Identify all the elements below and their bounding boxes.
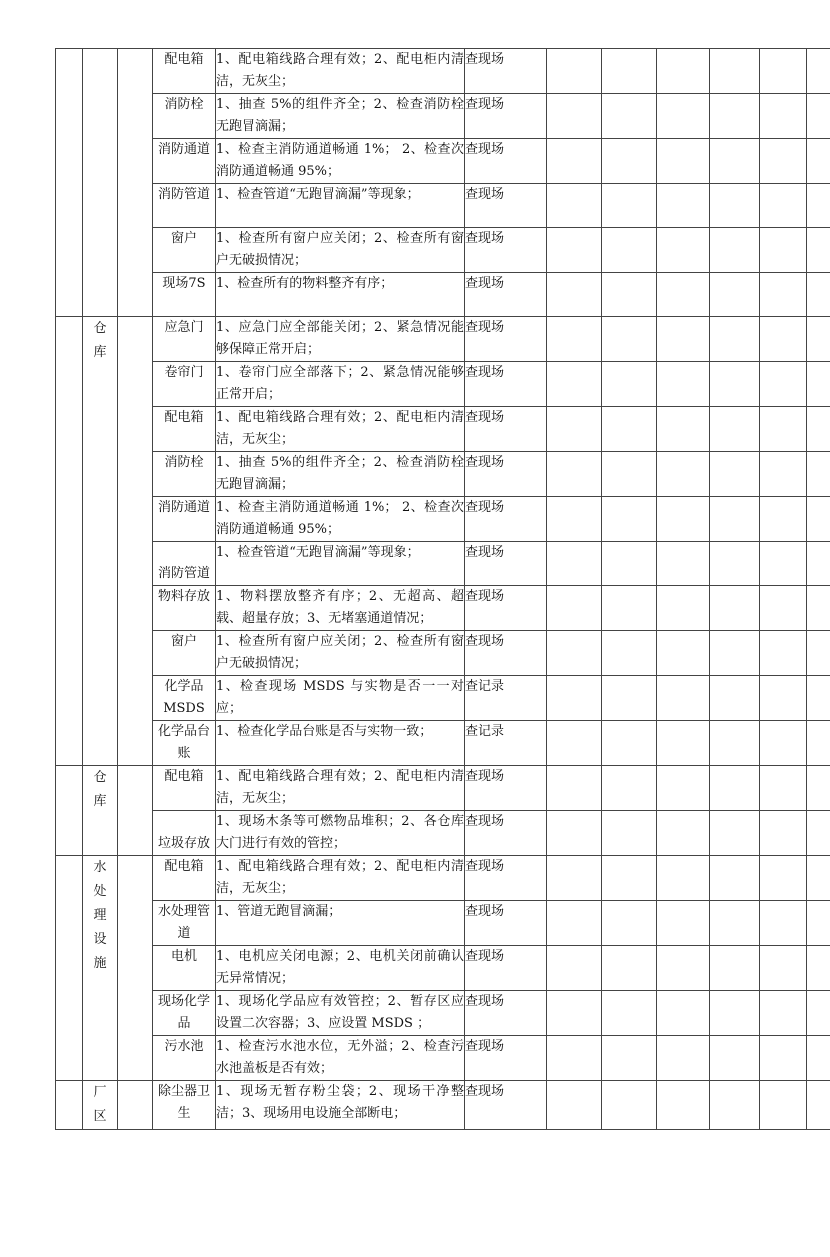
result-cell[interactable] — [760, 1036, 807, 1081]
method-cell: 查现场 — [465, 362, 547, 407]
result-cell[interactable] — [657, 542, 710, 586]
item-cell: 消防栓 — [153, 94, 216, 139]
result-cell[interactable] — [547, 139, 602, 184]
result-cell[interactable] — [710, 49, 760, 94]
item-cell: 消防管道 — [153, 542, 216, 586]
item-cell: 应急门 — [153, 317, 216, 362]
area-cell — [83, 317, 118, 766]
result-cell[interactable] — [760, 452, 807, 497]
area-label: 仓库 — [93, 766, 107, 814]
result-cell[interactable] — [807, 856, 830, 901]
result-cell[interactable] — [760, 946, 807, 991]
result-cell[interactable] — [807, 407, 830, 452]
result-cell[interactable] — [710, 362, 760, 407]
item-cell: 污水池 — [153, 1036, 216, 1081]
item-cell: 配电箱 — [153, 407, 216, 452]
content-cell: 1、应急门应全部能关闭；2、紧急情况能够保障正常开启； — [216, 317, 465, 362]
result-cell[interactable] — [760, 1081, 807, 1130]
result-cell[interactable] — [547, 766, 602, 811]
result-cell[interactable] — [657, 273, 710, 317]
method-cell: 查现场 — [465, 184, 547, 228]
result-cell[interactable] — [602, 811, 657, 856]
result-cell[interactable] — [760, 542, 807, 586]
result-cell[interactable] — [760, 586, 807, 631]
result-cell[interactable] — [602, 94, 657, 139]
result-cell[interactable] — [657, 49, 710, 94]
result-cell[interactable] — [710, 721, 760, 766]
item-cell: 水处理管道 — [153, 901, 216, 946]
content-cell: 1、检查管道“无跑冒滴漏”等现象； — [216, 542, 465, 586]
sub-area-cell — [118, 317, 153, 766]
result-cell[interactable] — [547, 452, 602, 497]
result-cell[interactable] — [657, 184, 710, 228]
sub-area-cell — [118, 766, 153, 856]
result-cell[interactable] — [602, 721, 657, 766]
item-cell: 化学品台账 — [153, 721, 216, 766]
table-row — [56, 184, 830, 228]
result-cell[interactable] — [807, 811, 830, 856]
result-cell[interactable] — [547, 586, 602, 631]
method-cell: 查现场 — [465, 991, 547, 1036]
item-cell: 消防通道 — [153, 497, 216, 542]
sub-area-cell — [118, 49, 153, 317]
result-cell[interactable] — [602, 452, 657, 497]
table-row — [56, 362, 830, 407]
content-cell: 1、现场无暂存粉尘袋；2、现场干净整洁；3、现场用电设施全部断电； — [216, 1081, 465, 1130]
result-cell[interactable] — [710, 856, 760, 901]
content-cell: 1、现场化学品应有效管控；2、暂存区应设置二次容器；3、应设置 MSDS ； — [216, 991, 465, 1036]
result-cell[interactable] — [657, 586, 710, 631]
item-cell: 现场化学品 — [153, 991, 216, 1036]
row-index-cell — [56, 856, 83, 1081]
method-cell: 查现场 — [465, 946, 547, 991]
content-cell: 1、现场木条等可燃物品堆积；2、各仓库大门进行有效的管控； — [216, 811, 465, 856]
result-cell[interactable] — [657, 362, 710, 407]
inspection-table — [55, 48, 830, 1130]
result-cell[interactable] — [657, 94, 710, 139]
result-cell[interactable] — [807, 452, 830, 497]
table-row — [56, 49, 830, 94]
result-cell[interactable] — [710, 452, 760, 497]
result-cell[interactable] — [760, 676, 807, 721]
area-cell — [83, 49, 118, 317]
result-cell[interactable] — [547, 49, 602, 94]
method-cell: 查现场 — [465, 497, 547, 542]
result-cell[interactable] — [807, 94, 830, 139]
result-cell[interactable] — [602, 766, 657, 811]
result-cell[interactable] — [807, 317, 830, 362]
result-cell[interactable] — [547, 856, 602, 901]
method-cell: 查现场 — [465, 273, 547, 317]
result-cell[interactable] — [760, 407, 807, 452]
result-cell[interactable] — [807, 139, 830, 184]
item-cell: 消防通道 — [153, 139, 216, 184]
result-cell[interactable] — [602, 184, 657, 228]
result-cell[interactable] — [602, 901, 657, 946]
result-cell[interactable] — [760, 721, 807, 766]
result-cell[interactable] — [760, 991, 807, 1036]
method-cell: 查现场 — [465, 811, 547, 856]
item-cell: 窗户 — [153, 228, 216, 273]
content-cell: 1、物料摆放整齐有序；2、无超高、超载、超量存放；3、无堵塞通道情况； — [216, 586, 465, 631]
result-cell[interactable] — [602, 497, 657, 542]
content-cell: 1、配电箱线路合理有效；2、配电柜内清洁，无灰尘； — [216, 766, 465, 811]
result-cell[interactable] — [760, 766, 807, 811]
content-cell: 1、抽查 5%的组件齐全；2、检查消防栓无跑冒滴漏； — [216, 452, 465, 497]
result-cell[interactable] — [807, 184, 830, 228]
content-cell: 1、抽查 5%的组件齐全；2、检查消防栓无跑冒滴漏； — [216, 94, 465, 139]
result-cell[interactable] — [657, 901, 710, 946]
result-cell[interactable] — [807, 676, 830, 721]
result-cell[interactable] — [710, 497, 760, 542]
result-cell[interactable] — [602, 676, 657, 721]
table-row — [56, 497, 830, 542]
result-cell[interactable] — [602, 407, 657, 452]
area-label: 厂区 — [93, 1081, 107, 1129]
method-cell: 查现场 — [465, 766, 547, 811]
result-cell[interactable] — [602, 1036, 657, 1081]
result-cell[interactable] — [710, 542, 760, 586]
result-cell[interactable] — [602, 631, 657, 676]
result-cell[interactable] — [602, 317, 657, 362]
method-cell: 查现场 — [465, 586, 547, 631]
method-cell: 查现场 — [465, 452, 547, 497]
content-cell: 1、检查主消防通道畅通 1%； 2、检查次消防通道畅通 95%； — [216, 139, 465, 184]
method-cell: 查记录 — [465, 721, 547, 766]
result-cell[interactable] — [710, 1081, 760, 1130]
table-row — [56, 317, 830, 362]
item-cell: 消防栓 — [153, 452, 216, 497]
result-cell[interactable] — [807, 497, 830, 542]
content-cell: 1、配电箱线路合理有效；2、配电柜内清洁，无灰尘； — [216, 407, 465, 452]
result-cell[interactable] — [710, 901, 760, 946]
item-cell: 物料存放 — [153, 586, 216, 631]
result-cell[interactable] — [710, 139, 760, 184]
result-cell[interactable] — [807, 273, 830, 317]
item-cell: 消防管道 — [153, 184, 216, 228]
method-cell: 查现场 — [465, 631, 547, 676]
result-cell[interactable] — [710, 811, 760, 856]
table-row — [56, 856, 830, 901]
table-row — [56, 1081, 830, 1130]
method-cell: 查现场 — [465, 139, 547, 184]
result-cell[interactable] — [602, 542, 657, 586]
result-cell[interactable] — [547, 1036, 602, 1081]
content-cell: 1、卷帘门应全部落下；2、紧急情况能够正常开启； — [216, 362, 465, 407]
result-cell[interactable] — [807, 228, 830, 273]
result-cell[interactable] — [807, 49, 830, 94]
table-row — [56, 991, 830, 1036]
result-cell[interactable] — [760, 856, 807, 901]
result-cell[interactable] — [657, 856, 710, 901]
row-index-cell — [56, 1081, 83, 1130]
result-cell[interactable] — [657, 1081, 710, 1130]
result-cell[interactable] — [547, 676, 602, 721]
method-cell: 查记录 — [465, 676, 547, 721]
content-cell: 1、检查化学品台账是否与实物一致； — [216, 721, 465, 766]
method-cell: 查现场 — [465, 1036, 547, 1081]
result-cell[interactable] — [710, 946, 760, 991]
content-cell: 1、检查现场 MSDS 与实物是否一一对应； — [216, 676, 465, 721]
result-cell[interactable] — [657, 228, 710, 273]
table-row — [56, 94, 830, 139]
result-cell[interactable] — [760, 317, 807, 362]
result-cell[interactable] — [807, 901, 830, 946]
content-cell: 1、检查主消防通道畅通 1%； 2、检查次消防通道畅通 95%； — [216, 497, 465, 542]
method-cell: 查现场 — [465, 542, 547, 586]
result-cell[interactable] — [760, 901, 807, 946]
content-cell: 1、检查所有的物料整齐有序； — [216, 273, 465, 317]
result-cell[interactable] — [760, 631, 807, 676]
item-cell: 现场7S — [153, 273, 216, 317]
result-cell[interactable] — [657, 452, 710, 497]
result-cell[interactable] — [547, 631, 602, 676]
table-row — [56, 676, 830, 721]
result-cell[interactable] — [807, 586, 830, 631]
result-cell[interactable] — [602, 273, 657, 317]
result-cell[interactable] — [547, 407, 602, 452]
row-index-cell — [56, 317, 83, 766]
result-cell[interactable] — [710, 766, 760, 811]
result-cell[interactable] — [710, 273, 760, 317]
result-cell[interactable] — [710, 586, 760, 631]
table-row — [56, 631, 830, 676]
method-cell: 查现场 — [465, 228, 547, 273]
table-row — [56, 586, 830, 631]
result-cell[interactable] — [547, 94, 602, 139]
result-cell[interactable] — [657, 991, 710, 1036]
result-cell[interactable] — [547, 1081, 602, 1130]
result-cell[interactable] — [807, 766, 830, 811]
content-cell: 1、检查所有窗户应关闭；2、检查所有窗户无破损情况； — [216, 228, 465, 273]
result-cell[interactable] — [807, 1036, 830, 1081]
table-row — [56, 901, 830, 946]
result-cell[interactable] — [547, 542, 602, 586]
method-cell: 查现场 — [465, 407, 547, 452]
result-cell[interactable] — [657, 766, 710, 811]
content-cell: 1、管道无跑冒滴漏； — [216, 901, 465, 946]
result-cell[interactable] — [710, 317, 760, 362]
content-cell: 1、配电箱线路合理有效；2、配电柜内清洁，无灰尘； — [216, 49, 465, 94]
content-cell: 1、检查污水池水位，无外溢；2、检查污水池盖板是否有效； — [216, 1036, 465, 1081]
item-cell: 配电箱 — [153, 49, 216, 94]
result-cell[interactable] — [602, 49, 657, 94]
result-cell[interactable] — [657, 721, 710, 766]
table-row — [56, 407, 830, 452]
result-cell[interactable] — [547, 228, 602, 273]
result-cell[interactable] — [710, 1036, 760, 1081]
method-cell: 查现场 — [465, 856, 547, 901]
result-cell[interactable] — [760, 273, 807, 317]
result-cell[interactable] — [657, 139, 710, 184]
area-label: 水处理设施 — [93, 856, 107, 976]
method-cell: 查现场 — [465, 1081, 547, 1130]
result-cell[interactable] — [602, 139, 657, 184]
result-cell[interactable] — [657, 1036, 710, 1081]
table-row — [56, 139, 830, 184]
area-cell — [83, 856, 118, 1081]
result-cell[interactable] — [710, 184, 760, 228]
item-cell: 卷帘门 — [153, 362, 216, 407]
table-row — [56, 721, 830, 766]
content-cell: 1、检查管道“无跑冒滴漏”等现象； — [216, 184, 465, 228]
table-row — [56, 452, 830, 497]
table-row — [56, 1036, 830, 1081]
table-row — [56, 542, 830, 586]
result-cell[interactable] — [807, 542, 830, 586]
item-cell: 窗户 — [153, 631, 216, 676]
result-cell[interactable] — [807, 991, 830, 1036]
table-row — [56, 273, 830, 317]
method-cell: 查现场 — [465, 317, 547, 362]
table-row — [56, 228, 830, 273]
area-cell — [83, 1081, 118, 1130]
item-cell: 配电箱 — [153, 766, 216, 811]
result-cell[interactable] — [657, 676, 710, 721]
result-cell[interactable] — [657, 407, 710, 452]
result-cell[interactable] — [602, 856, 657, 901]
table-row — [56, 946, 830, 991]
result-cell[interactable] — [547, 497, 602, 542]
result-cell[interactable] — [547, 317, 602, 362]
result-cell[interactable] — [710, 631, 760, 676]
result-cell[interactable] — [710, 228, 760, 273]
result-cell[interactable] — [807, 362, 830, 407]
method-cell: 查现场 — [465, 901, 547, 946]
result-cell[interactable] — [602, 991, 657, 1036]
result-cell[interactable] — [760, 184, 807, 228]
area-label: 仓库 — [93, 317, 107, 365]
table-row — [56, 766, 830, 811]
result-cell[interactable] — [657, 811, 710, 856]
content-cell: 1、检查所有窗户应关闭；2、检查所有窗户无破损情况； — [216, 631, 465, 676]
item-cell: 配电箱 — [153, 856, 216, 901]
result-cell[interactable] — [710, 94, 760, 139]
result-cell[interactable] — [602, 362, 657, 407]
table-row — [56, 811, 830, 856]
result-cell[interactable] — [657, 631, 710, 676]
result-cell[interactable] — [657, 317, 710, 362]
result-cell[interactable] — [807, 721, 830, 766]
result-cell[interactable] — [602, 228, 657, 273]
result-cell[interactable] — [710, 407, 760, 452]
result-cell[interactable] — [547, 362, 602, 407]
result-cell[interactable] — [760, 139, 807, 184]
row-index-cell — [56, 766, 83, 856]
result-cell[interactable] — [547, 184, 602, 228]
item-cell: 电机 — [153, 946, 216, 991]
result-cell[interactable] — [760, 228, 807, 273]
result-cell[interactable] — [602, 1081, 657, 1130]
result-cell[interactable] — [547, 721, 602, 766]
result-cell[interactable] — [657, 946, 710, 991]
sub-area-cell — [118, 1081, 153, 1130]
result-cell[interactable] — [547, 946, 602, 991]
result-cell[interactable] — [547, 991, 602, 1036]
result-cell[interactable] — [760, 49, 807, 94]
item-cell: 化学品MSDS — [153, 676, 216, 721]
result-cell[interactable] — [657, 497, 710, 542]
area-cell — [83, 766, 118, 856]
content-cell: 1、电机应关闭电源；2、电机关闭前确认无异常情况； — [216, 946, 465, 991]
result-cell[interactable] — [760, 94, 807, 139]
sub-area-cell — [118, 856, 153, 1081]
method-cell: 查现场 — [465, 49, 547, 94]
result-cell[interactable] — [760, 362, 807, 407]
row-index-cell — [56, 49, 83, 317]
method-cell: 查现场 — [465, 94, 547, 139]
result-cell[interactable] — [710, 676, 760, 721]
result-cell[interactable] — [602, 586, 657, 631]
result-cell[interactable] — [807, 631, 830, 676]
content-cell: 1、配电箱线路合理有效；2、配电柜内清洁，无灰尘； — [216, 856, 465, 901]
result-cell[interactable] — [710, 991, 760, 1036]
result-cell[interactable] — [807, 1081, 830, 1130]
item-cell: 垃圾存放 — [153, 811, 216, 856]
result-cell[interactable] — [547, 273, 602, 317]
result-cell[interactable] — [547, 811, 602, 856]
result-cell[interactable] — [602, 946, 657, 991]
result-cell[interactable] — [760, 811, 807, 856]
result-cell[interactable] — [807, 946, 830, 991]
result-cell[interactable] — [760, 497, 807, 542]
result-cell[interactable] — [547, 901, 602, 946]
item-cell: 除尘器卫生 — [153, 1081, 216, 1130]
